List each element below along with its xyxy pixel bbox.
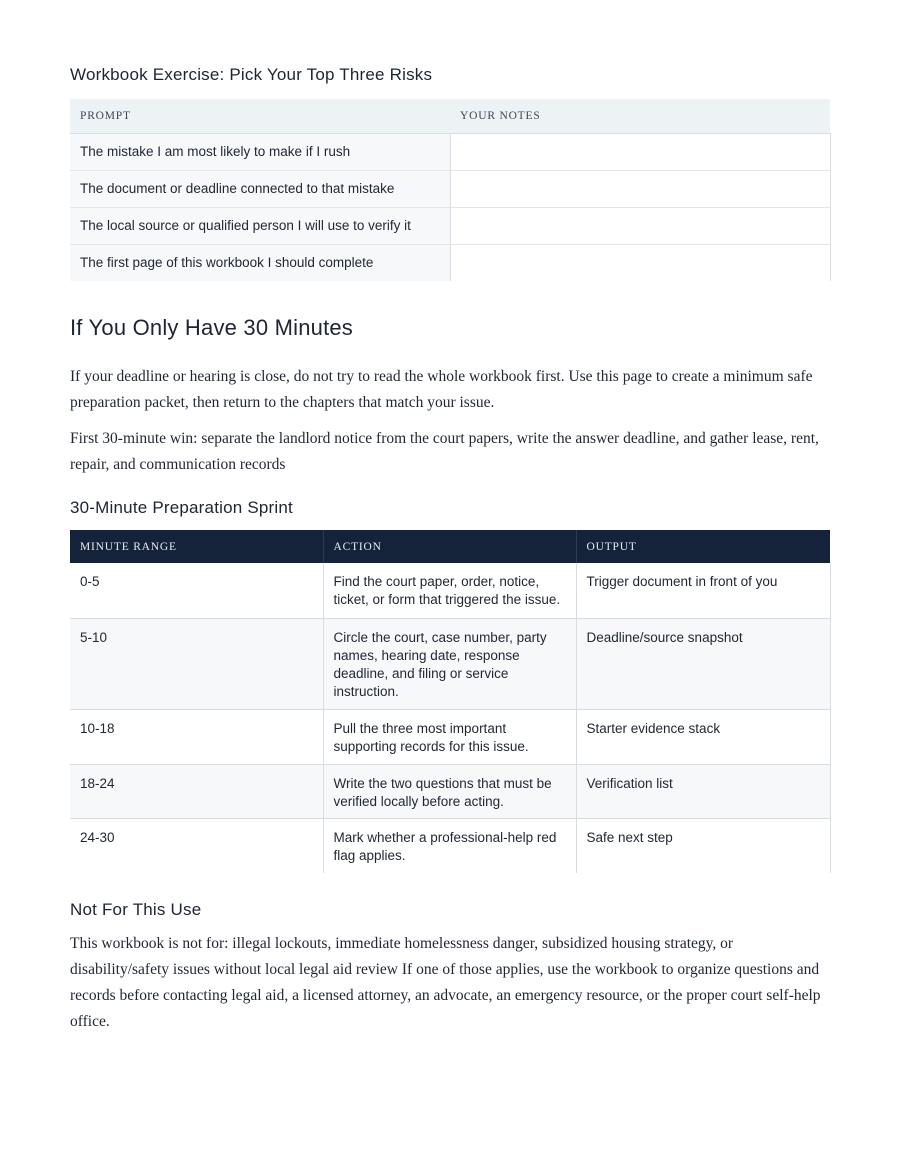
- table-row: [70, 134, 830, 171]
- workbook-exercise-title: Workbook Exercise: Pick Your Top Three Risks: [70, 65, 433, 84]
- column-header-output: OUTPUT: [576, 530, 830, 563]
- action-cell: Pull the three most important supporting records for this issue.: [323, 709, 576, 764]
- column-header-action: ACTION: [323, 530, 576, 563]
- prompt-cell: The mistake I am most likely to make if I rush: [70, 134, 450, 171]
- column-header-your-notes: YOUR NOTES: [450, 99, 830, 134]
- workbook-exercise-table: [70, 99, 831, 281]
- not-for-this-use-title: Not For This Use: [70, 900, 202, 919]
- table-row: [70, 563, 830, 618]
- notes-cell[interactable]: [450, 171, 830, 208]
- prompt-cell: The first page of this workbook I should complete: [70, 245, 450, 282]
- column-header-prompt: PROMPT: [70, 99, 450, 134]
- prompt-cell: The document or deadline connected to that mistake: [70, 171, 450, 208]
- action-cell: Circle the court, case number, party names, hearing date, response deadline, and filing or service instruction.: [323, 618, 576, 709]
- output-cell: Verification list: [576, 764, 830, 818]
- minute-range-cell: 24-30: [70, 818, 323, 873]
- action-cell: Write the two questions that must be verified locally before acting.: [323, 764, 576, 818]
- thirty-minutes-heading: If You Only Have 30 Minutes: [70, 315, 354, 340]
- column-header-minute-range: MINUTE RANGE: [70, 530, 323, 563]
- output-cell: Deadline/source snapshot: [576, 618, 830, 709]
- table-header-row: [70, 530, 830, 563]
- prompt-cell: The local source or qualified person I will use to verify it: [70, 208, 450, 245]
- table-row: [70, 764, 830, 818]
- table-row: [70, 709, 830, 764]
- not-for-this-use-paragraph: This workbook is not for: illegal lockouts, immediate homelessness danger, subsidized housing strategy, or disability/safety issues without local legal aid review If one of those applies, use the workbook to organize questions and records before contacting legal aid, a licensed attorney, an advocate, an emergency resource, or the proper court self-help office.: [70, 935, 821, 1030]
- sprint-title: 30-Minute Preparation Sprint: [70, 498, 293, 517]
- table-row: [70, 818, 830, 873]
- notes-cell[interactable]: [450, 245, 830, 282]
- table-row: [70, 171, 830, 208]
- table-row: [70, 245, 830, 282]
- action-cell: Find the court paper, order, notice, ticket, or form that triggered the issue.: [323, 563, 576, 618]
- minute-range-cell: 10-18: [70, 709, 323, 764]
- output-cell: Trigger document in front of you: [576, 563, 830, 618]
- action-cell: Mark whether a professional-help red flag applies.: [323, 818, 576, 873]
- output-cell: Safe next step: [576, 818, 830, 873]
- sprint-table: [70, 530, 831, 873]
- first-win-paragraph: First 30-minute win: separate the landlord notice from the court papers, write the answer deadline, and gather lease, rent, repair, and communication records: [70, 430, 819, 473]
- thirty-minutes-intro: If your deadline or hearing is close, do not try to read the whole workbook first. Use this page to create a minimum safe preparation packet, then return to the chapters that match your issue.: [70, 368, 813, 411]
- notes-cell[interactable]: [450, 208, 830, 245]
- table-row: [70, 618, 830, 709]
- minute-range-cell: 5-10: [70, 618, 323, 709]
- minute-range-cell: 18-24: [70, 764, 323, 818]
- table-row: [70, 208, 830, 245]
- minute-range-cell: 0-5: [70, 563, 323, 618]
- table-header-row: [70, 99, 830, 134]
- notes-cell[interactable]: [450, 134, 830, 171]
- output-cell: Starter evidence stack: [576, 709, 830, 764]
